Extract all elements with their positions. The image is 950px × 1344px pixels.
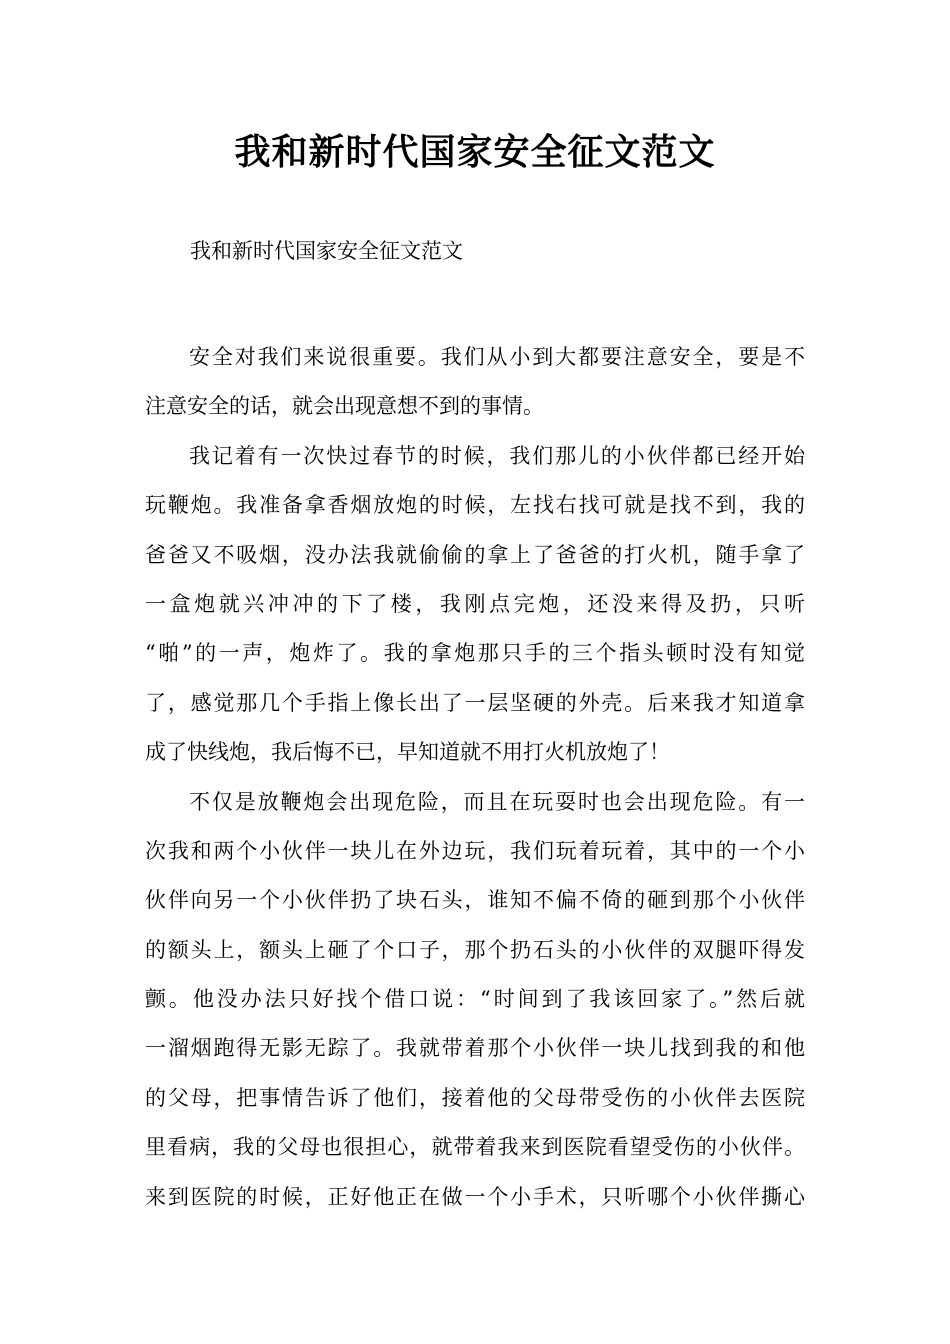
paragraph-line: 安全对我们来说很重要。我们从小到大都要注意安全，要是不 [189, 345, 805, 369]
paragraph-line: 的父母，把事情告诉了他们，接着他的父母带受伤的小伙伴去医院 [145, 1085, 805, 1110]
paragraph-line: 的额头上，额头上砸了个口子，那个扔石头的小伙伴的双腿吓得发 [145, 937, 805, 962]
paragraph-1 [145, 333, 805, 432]
paragraph-line: 玩鞭炮。我准备拿香烟放炮的时候，左找右找可就是找不到，我的 [145, 493, 805, 518]
paragraph-line: 我记着有一次快过春节的时候，我们那儿的小伙伴都已经开始 [189, 443, 805, 468]
paragraph-line: “啪”的一声，炮炸了。我的拿炮那只手的三个指头顿时没有知觉 [145, 641, 805, 666]
paragraph-line: 成了快线炮，我后悔不已，早知道就不用打火机放炮了！ [145, 740, 670, 765]
document-subtitle: 我和新时代国家安全征文范文 [190, 239, 463, 263]
paragraph-line: 里看病，我的父母也很担心，就带着我来到医院看望受伤的小伙伴。 [145, 1135, 805, 1160]
paragraph-line: 一溜烟跑得无影无踪了。我就带着那个小伙伴一块儿找到我的和他 [145, 1036, 805, 1061]
paragraph-line: 爸爸又不吸烟，没办法我就偷偷的拿上了爸爸的打火机，随手拿了 [145, 542, 805, 567]
document-body [145, 333, 805, 1222]
paragraph-line: 颤。他没办法只好找个借口说：“时间到了我该回家了。”然后就 [145, 987, 805, 1012]
paragraph-line: 不仅是放鞭炮会出现危险，而且在玩耍时也会出现危险。有一 [189, 789, 805, 814]
paragraph-line: 注意安全的话，就会出现意想不到的事情。 [145, 394, 544, 419]
paragraph-line: 了，感觉那几个手指上像长出了一层坚硬的外壳。后来我才知道拿 [145, 690, 805, 715]
paragraph-line: 次我和两个小伙伴一块儿在外边玩，我们玩着玩着，其中的一个小 [145, 838, 805, 863]
paragraph-line: 一盒炮就兴冲冲的下了楼，我刚点完炮，还没来得及扔，只听 [145, 591, 805, 616]
document-title: 我和新时代国家安全征文范文 [234, 132, 716, 173]
paragraph-line: 伙伴向另一个小伙伴扔了块石头，谁知不偏不倚的砸到那个小伙伴 [145, 888, 805, 913]
paragraph-3 [145, 778, 805, 1223]
paragraph-2 [145, 432, 805, 778]
paragraph-line: 来到医院的时候，正好他正在做一个小手术，只听哪个小伙伴撕心 [145, 1184, 805, 1209]
